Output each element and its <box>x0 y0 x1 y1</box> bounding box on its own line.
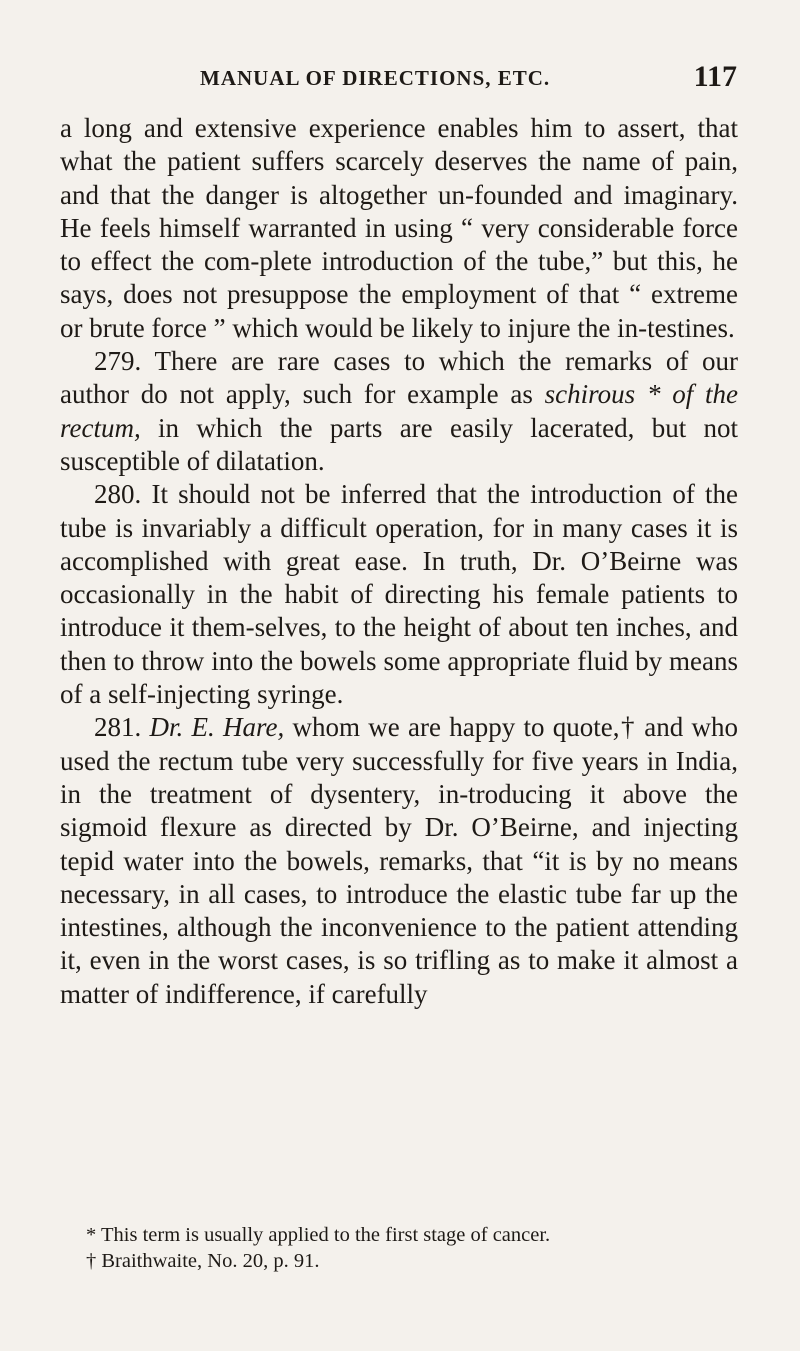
paragraph-text: whom we are happy to quote,† and who used the rectum tube very successfully for five years in India, in the treatment of dysentery, in-troducing it above the sigmoid flexure as directed by Dr. O’Beirne, and injecting tepid water into the bowels, remarks, that “it is by no means necessary, in all cases, to introduce the elastic tube far up the intestines, although the inconvenience to the patient attending it, even in the worst cases, is so trifling as to make it almost a matter of indifference, if carefully <box>60 712 739 1009</box>
paragraph-number: 281. <box>94 712 142 743</box>
italic-term: schirous * of the rectum, <box>60 379 738 443</box>
footnotes <box>60 1222 738 1274</box>
paragraph-text: There are rare cases to which the remarks of our author do not apply, such for example as <box>60 346 738 410</box>
page-number: 117 <box>693 60 737 93</box>
footnote-1: * This term is usually applied to the first stage of cancer. <box>86 1224 551 1246</box>
paragraph-number: 279. <box>94 346 142 377</box>
paragraph-text: It should not be inferred that the introduction of the tube is invariably a difficult operation, for in many cases it is accomplished with great ease. In truth, Dr. O’Beirne was occasionally in the habit of directing his female patients to introduce it them-selves, to the height of about ten inches, and then to throw into the bowels some appropriate fluid by means of a self-injecting syringe. <box>60 479 739 710</box>
paragraph-280 <box>60 478 738 711</box>
paragraph-continued: a long and extensive experience enables him to assert, that what the patient suffers scarcely deserves the name of pain, and that the danger is altogether un-founded and imaginary. He feels himself warranted in using “ very considerable force to effect the com-plete introduction of the tube,” but this, he says, does not presuppose the employment of that “ extreme or brute force ” which would be likely to injure the in-testines. <box>60 113 738 343</box>
paragraph-text: in which the parts are easily lacerated, but not susceptible of dilatation. <box>60 412 739 476</box>
footnote-2: † Braithwaite, No. 20, p. 91. <box>86 1250 320 1272</box>
paragraph-279 <box>60 345 738 478</box>
paragraph-number: 280. <box>94 479 142 510</box>
body-text <box>60 112 738 1011</box>
paragraph-281 <box>60 711 738 1011</box>
running-title: MANUAL OF DIRECTIONS, ETC. <box>200 66 551 90</box>
italic-name: Dr. E. Hare, <box>149 712 285 743</box>
running-head <box>200 60 737 96</box>
